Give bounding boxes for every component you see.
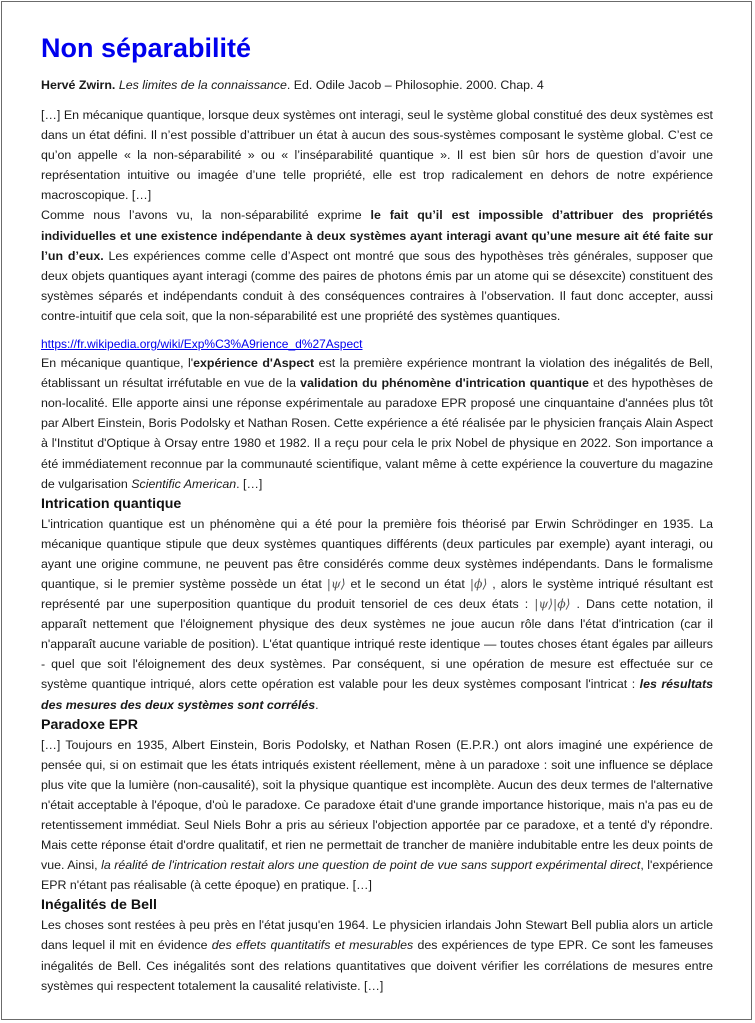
citation [41,76,713,94]
wikipedia-link[interactable]: https://fr.wikipedia.org/wiki/Exp%C3%A9rience_d%27Aspect [41,337,363,352]
italic-statement: des effets quantitatifs et mesurables [211,938,414,953]
text-span: est la première expérience montrant la violation des inégalités de Bell, établissant un résultat irréfutable en vue de la [41,356,714,391]
paragraph-impossibilite [41,205,713,326]
bold-italic-conclusion: les résultats des mesures des deux systèmes sont corrélés [41,677,713,712]
heading-epr: Paradoxe EPR [41,716,138,733]
italic-term: Scientific American [131,476,237,491]
text-span: Les expériences comme celle d’Aspect ont montré que sous des hypothèses très générales, supposer que deux objets quantiques ayant interagi (comme des paires de photons émis par un atome qui se désexcite) constituent des systèmes séparés et indépendants conduit à des conséquences contraires à l’observation. Il faut donc accepter, aussi contre-intuitif que cela soit, que la non-séparabilité est une propriété des systèmes quantiques. [41,248,713,323]
text-span: […] Toujours en 1935, Albert Einstein, Boris Podolsky, et Nathan Rosen (E.P.R.) ont alors imaginé une expérience de pensée qui, si on estimait que les états intriqués existent réellement, mène à un paradoxe : soit une influence se déplace plus vite que la lumière (non-causalité), soit la physique quantique est incomplète. Aucun des deux termes de l'alternative n'était acceptable à l'époque, d'où le paradoxe. Ce paradoxe était d'une grande importance historique, mais n'a pas eu de retentissement immédiat. Seul Niels Bohr a pris au sérieux l'objection apportée par ce paradoxe, et a tenté d'y répondre. Mais cette réponse était d'ordre qualitatif, et rien ne permettait de trancher de manière indubitable entre les deux points de vue. Ainsi, [41,737,713,873]
document-content [41,22,713,996]
paragraph-non-separabilite: […] En mécanique quantique, lorsque deux systèmes ont interagi, seul le système global constitué des deux systèmes est dans un état défini. Il n’est possible d’attribuer un état à aucun des sous-systèmes composant le système global. C’est ce qu’on appelle « la non-séparabilité » ou « l’inséparabilité quantique ». Il est bien sûr hors de question d’avoir une représentation intuitive ou imagée d’une telle propriété, elle est trop radicalement en dehors de notre expérience macroscopique. […] [41,108,713,203]
bold-term: expérience d'Aspect [193,356,315,371]
text-span: L'intrication quantique est un phénomène qui a été pour la première fois théorisé par Erwin Schrödinger en 1935. La mécanique quantique stipule que deux systèmes quantiques différents (deux particules par exemple) ayant interagi, ou ayant une origine commune, ne peuvent pas être considérés comme deux systèmes indépendants. Dans le formalisme quantique, si le premier système possède un état [41,516,713,591]
text-span: . [315,697,319,712]
text-span: Comme nous l’avons vu, la non-séparabilité exprime [41,208,371,223]
paragraph-bell [41,915,713,995]
text-span: et des hypothèses de non-localité. Elle apporte ainsi une réponse expérimentale au paradoxe EPR proposé une cinquantaine d'années plus tôt par Albert Einstein, Boris Podolsky et Nathan Rosen. Cette expérience a été réalisée par le physicien français Alain Aspect à l'Institut d'Optique à Orsay entre 1980 et 1982. Il a reçu pour cela le prix Nobel de physique en 2022. Son importance a été immédiatement reconnue par la communauté scientifique, valant même à cette expérience la couverture du magazine de vulgarisation [41,376,713,491]
italic-statement: la réalité de l'intrication restait alors une question de point de vue sans support expérimental direct [101,858,641,873]
heading-bell: Inégalités de Bell [41,897,157,914]
bold-statement: le fait qu’il est impossible d’attribuer des propriétés individuelles et une existence indépendante à deux systèmes ayant interagi avant qu’une mesure ait été faite sur l’un d’eux. [41,208,713,263]
math-psi-phi: |ψ⟩|ϕ⟩ [534,596,571,612]
citation-author: Hervé Zwirn. [41,78,116,92]
text-span: , alors le système intriqué résultant est représenté par une superposition quantique du produit tensoriel de ces deux états : [41,576,713,612]
bold-term: validation du phénomène d'intrication quantique [300,376,589,391]
text-span: et le second un état [345,576,470,591]
text-span: des expériences de type EPR. Ce sont les fameuses inégalités de Bell. Ces inégalités sont des relations quantitatives que doivent vérifier les corrélations de mesures entre systèmes qui respectent totalement la causalité relativiste. […] [41,938,714,993]
paragraph-epr [41,735,713,896]
text-span: . Dans cette notation, il apparaît nettement que l'éloignement physique des deux systèmes ne joue aucun rôle dans l'état d'intrication (car il n'apparaît aucune variable de position). L'état quantique intriqué reste identique — toutes choses étant égales par ailleurs - quel que soit l'éloignement des deux systèmes. Par conséquent, si une opération de mesure est effectuée sur ce système quantique intriqué, alors cette opération est valable pour les deux systèmes composant l'intricat : [41,597,713,692]
citation-book: Les limites de la connaissance [118,78,287,92]
document-page [1,1,752,1020]
page-title: Non séparabilité [41,33,252,63]
paragraph-aspect [41,353,713,494]
text-span: En mécanique quantique, l' [41,356,194,371]
paragraph-intrication [41,514,713,715]
heading-intrication: Intrication quantique [41,495,182,512]
citation-details: . Ed. Odile Jacob – Philosophie. 2000. Chap. 4 [286,78,544,92]
text-span: Les choses sont restées à peu près en l'état jusqu'en 1964. Le physicien irlandais John Stewart Bell publia alors un article dans lequel il mit en évidence [41,918,713,953]
text-span: , l'expérience EPR n'étant pas réalisable (à cette époque) en pratique. […] [41,858,713,893]
text-span: . […] [236,476,263,491]
math-psi: |ψ⟩ [326,575,346,591]
math-phi: |ϕ⟩ [469,575,488,591]
